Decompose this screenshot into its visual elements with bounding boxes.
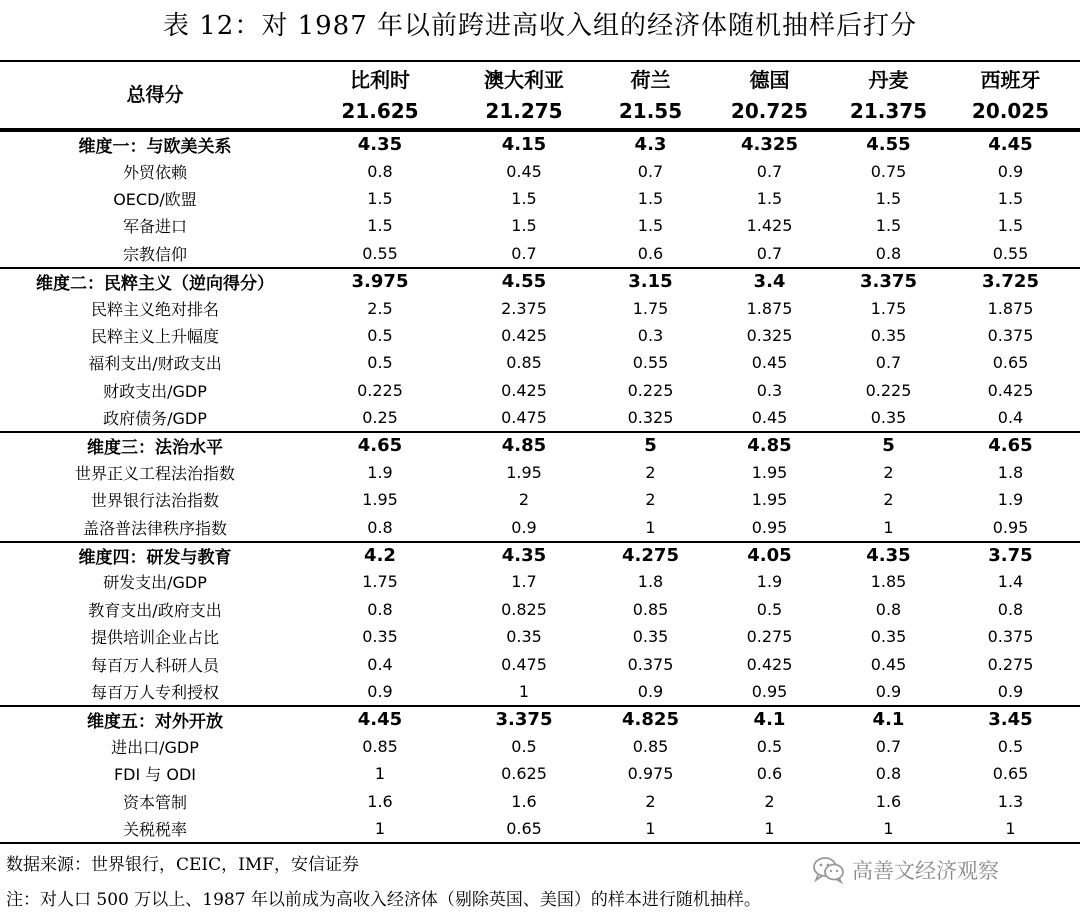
indicator-value: 1.425 [746,216,793,236]
dimension-score: 4.1 [872,709,905,731]
indicator-value: 0.35 [632,627,669,647]
total-score-label: 总得分 [126,84,184,106]
indicator-value: 0.425 [501,325,547,345]
indicator-row [0,568,1080,595]
dimension-score: 4.45 [988,134,1033,156]
indicator-label: 世界正义工程法治指数 [74,463,235,483]
table-title: 表 12：对 1987 年以前跨进高收入组的经济体随机抽样后打分 [162,11,918,41]
indicator-value: 1.6 [511,791,537,811]
indicator-value: 0.8 [367,161,393,181]
indicator-value: 0.425 [501,380,547,400]
indicator-value: 0.5 [367,353,393,373]
indicator-value: 0.85 [632,736,669,756]
dimension-row [0,267,1080,294]
dimension-score: 3.15 [628,271,673,293]
indicator-value: 1.9 [997,490,1024,510]
indicator-value: 0.45 [751,408,788,428]
indicator-value: 1.5 [875,188,902,208]
indicator-label: 盖洛普法律秩序指数 [82,518,227,538]
country-header-netherlands [598,62,703,128]
dimension-score: 4.825 [622,709,679,731]
indicator-label: 资本管制 [122,792,187,812]
table-header [0,60,1080,130]
indicator-value: 0.375 [987,627,1034,647]
indicator-label: 民粹主义上升幅度 [90,326,219,346]
dimension-score: 3.75 [988,545,1033,567]
indicator-value: 0.375 [987,325,1034,345]
indicator-value: 1.5 [511,188,537,208]
indicator-label: FDI 与 ODI [113,765,197,785]
table-body [0,130,1080,842]
indicator-value: 2 [645,490,656,510]
country-name: 西班牙 [980,68,1041,92]
indicator-value: 1.9 [756,572,783,592]
country-name: 比利时 [350,68,410,92]
dimension-score: 3.4 [753,271,786,293]
indicator-row [0,678,1080,705]
indicator-value: 1.5 [756,188,783,208]
total-score: 20.025 [971,99,1050,123]
indicator-value: 0.3 [637,325,664,345]
indicator-row [0,404,1080,431]
indicator-value: 1 [645,818,656,838]
indicator-row [0,157,1080,184]
total-score: 21.375 [849,99,928,123]
indicator-value: 2 [883,462,894,482]
indicator-value: 0.35 [870,408,907,428]
indicator-value: 0.95 [751,682,788,701]
indicator-row [0,486,1080,513]
indicator-value: 1.5 [511,216,537,236]
dimension-row [0,705,1080,732]
indicator-value: 0.65 [992,764,1029,784]
indicator-value: 2.375 [501,298,547,318]
indicator-value: 0.225 [865,380,912,400]
indicator-value: 0.55 [632,353,669,373]
dimension-title: 维度三：法治水平 [87,438,223,459]
indicator-value: 0.9 [367,682,393,701]
indicator-row [0,733,1080,760]
indicator-value: 0.35 [362,627,398,647]
indicator-label: 财政支出/GDP [103,381,207,401]
indicator-value: 0.55 [362,243,398,263]
dimension-score: 5 [882,435,895,457]
indicator-row [0,650,1080,677]
indicator-row [0,377,1080,404]
indicator-value: 0.45 [506,161,542,181]
dimension-row [0,130,1080,157]
indicator-value: 0.35 [870,325,907,345]
indicator-value: 2 [645,462,656,482]
indicator-value: 0.5 [367,325,393,345]
indicator-row [0,513,1080,540]
indicator-value: 0.85 [632,599,669,619]
dimension-row [0,431,1080,458]
dimension-row [0,541,1080,568]
indicator-value: 0.75 [870,161,907,181]
dimension-score: 4.85 [747,435,792,457]
country-name: 德国 [749,68,790,92]
country-header-denmark [836,62,941,128]
total-score: 20.725 [730,99,809,123]
indicator-label: 提供培训企业占比 [90,628,219,648]
indicator-row [0,212,1080,239]
country-header-spain [941,62,1080,128]
indicator-value: 0.7 [511,243,537,263]
data-source-note: 数据来源：世界银行，CEIC，IMF，安信证券 [6,855,360,875]
indicator-value: 2 [645,791,656,811]
indicator-row [0,322,1080,349]
indicator-value: 0.65 [506,818,542,838]
indicator-value: 0.7 [637,161,664,181]
indicator-value: 0.6 [756,764,783,784]
indicator-value: 1.75 [632,298,669,318]
indicator-value: 0.375 [627,654,674,674]
total-score: 21.55 [618,99,683,123]
indicator-value: 1 [764,818,775,838]
dimension-title: 维度五：对外开放 [87,712,223,733]
indicator-value: 0.825 [501,599,547,619]
indicator-label: 军备进口 [122,217,187,237]
dimension-score: 4.3 [634,134,667,156]
indicator-value: 1.5 [997,188,1024,208]
indicator-row [0,815,1080,842]
indicator-value: 1.95 [751,462,788,482]
indicator-row [0,294,1080,321]
indicator-value: 0.325 [627,408,674,428]
indicator-label: 研发支出/GDP [103,573,207,593]
indicator-value: 0.275 [987,654,1034,674]
indicator-value: 0.9 [875,682,902,701]
indicator-value: 0.85 [362,736,398,756]
indicator-value: 0.8 [367,517,393,537]
dimension-score: 4.35 [357,134,403,156]
indicator-value: 1.5 [367,216,393,236]
indicator-value: 1 [1005,818,1016,838]
dimension-score: 4.275 [622,545,679,567]
indicator-row [0,459,1080,486]
indicator-value: 2 [518,490,530,510]
indicator-value: 0.45 [870,654,907,674]
indicator-value: 1.75 [362,572,398,592]
indicator-value: 0.625 [501,764,547,784]
indicator-value: 1.3 [997,791,1024,811]
indicator-value: 0.975 [627,764,674,784]
total-score: 21.625 [341,99,419,123]
indicator-value: 0.7 [875,353,902,373]
indicator-value: 0.9 [511,517,537,537]
country-header-germany [703,62,836,128]
dimension-score: 3.45 [988,709,1033,731]
country-name: 丹麦 [868,68,909,92]
indicator-value: 1.5 [367,188,393,208]
dimension-title: 维度四：研发与教育 [78,548,232,569]
indicator-value: 1.5 [637,188,664,208]
indicator-value: 0.425 [746,654,793,674]
dimension-score: 4.85 [501,435,547,457]
dimension-score: 3.975 [351,271,409,293]
indicator-row [0,787,1080,814]
indicator-value: 1.95 [362,490,398,510]
indicator-value: 1.7 [511,572,537,592]
country-header-belgium [310,62,450,128]
indicator-label: 进出口/GDP [111,737,199,757]
indicator-value: 0.7 [756,243,783,263]
indicator-value: 0.8 [875,599,902,619]
indicator-value: 0.45 [751,353,788,373]
indicator-label: 每百万人科研人员 [90,655,219,675]
wechat-icon [812,856,846,884]
indicator-value: 1.8 [637,572,664,592]
indicator-value: 0.275 [746,627,793,647]
indicator-value: 0.35 [506,627,542,647]
indicator-row [0,760,1080,787]
watermark-text: 高善文经济观察 [852,859,999,883]
indicator-value: 0.475 [501,408,547,428]
indicator-value: 0.55 [992,243,1029,263]
country-header-australia [450,62,598,128]
indicator-value: 0.8 [997,599,1024,619]
indicator-value: 0.425 [987,380,1034,400]
indicator-value: 0.95 [992,517,1029,537]
watermark [812,855,999,885]
indicator-value: 0.225 [357,380,403,400]
indicator-value: 1.95 [506,462,542,482]
indicator-value: 1.4 [997,572,1024,592]
dimension-score: 4.65 [988,435,1033,457]
indicator-value: 0.65 [992,353,1029,373]
dimension-score: 3.725 [982,271,1039,293]
indicator-value: 1.8 [997,462,1024,482]
indicator-value: 0.8 [367,599,393,619]
indicator-value: 0.95 [751,517,788,537]
indicator-value: 0.85 [506,353,542,373]
indicator-value: 0.5 [511,736,537,756]
indicator-row [0,623,1080,650]
indicator-value: 0.25 [362,408,398,428]
score-table [0,60,1080,844]
dimension-score: 5 [644,435,657,457]
indicator-label: 教育支出/政府支出 [88,600,222,620]
dimension-score: 3.375 [495,709,553,731]
indicator-label: 福利支出/财政支出 [88,354,222,374]
dimension-score: 4.35 [866,545,911,567]
indicator-value: 0.9 [997,682,1024,701]
indicator-label: 民粹主义绝对排名 [90,299,219,319]
indicator-value: 2 [764,791,775,811]
indicator-value: 1 [374,818,386,838]
indicator-value: 1.875 [746,298,793,318]
indicator-row [0,349,1080,376]
dimension-score: 3.375 [860,271,917,293]
indicator-value: 1.95 [751,490,788,510]
dimension-score: 4.55 [866,134,911,156]
indicator-value: 1.5 [997,216,1024,236]
indicator-label: 关税税率 [122,819,187,839]
indicator-label: 外贸依赖 [122,162,187,182]
indicator-value: 0.325 [746,325,793,345]
indicator-value: 0.8 [875,764,902,784]
indicator-value: 1 [883,818,894,838]
indicator-value: 0.6 [637,243,664,263]
indicator-value: 0.9 [997,161,1024,181]
indicator-value: 2 [883,490,894,510]
indicator-value: 0.9 [637,682,664,701]
indicator-value: 0.5 [756,599,783,619]
indicator-value: 0.225 [627,380,674,400]
indicator-value: 1.9 [367,462,393,482]
indicator-value: 1 [883,517,894,537]
indicator-value: 0.8 [875,243,902,263]
indicator-value: 1.85 [870,572,907,592]
dimension-score: 4.65 [357,435,403,457]
indicator-value: 0.5 [756,736,783,756]
indicator-value: 1.6 [367,791,393,811]
dimension-title: 维度一：与欧美关系 [78,137,232,158]
country-name: 澳大利亚 [484,68,564,92]
dimension-score: 4.55 [501,271,547,293]
indicator-value: 1 [518,682,530,701]
indicator-value: 2.5 [367,298,393,318]
indicator-value: 0.3 [756,380,783,400]
table-bottom-rule [0,842,1080,844]
dimension-score: 4.325 [741,134,798,156]
dimension-score: 4.35 [501,545,547,567]
indicator-value: 0.5 [997,736,1024,756]
indicator-label: OECD/欧盟 [113,189,197,209]
dimension-score: 4.15 [501,134,547,156]
dimension-score: 4.45 [357,709,403,731]
indicator-value: 0.4 [997,408,1024,428]
dimension-score: 4.1 [753,709,786,731]
indicator-value: 1 [374,764,386,784]
indicator-value: 0.475 [501,654,547,674]
indicator-value: 1.6 [875,791,902,811]
indicator-value: 1.75 [870,298,907,318]
indicator-row [0,240,1080,267]
indicator-value: 1.875 [987,298,1034,318]
indicator-value: 1.5 [875,216,902,236]
indicator-value: 0.35 [870,627,907,647]
indicator-row [0,596,1080,623]
dimension-score: 4.05 [747,545,792,567]
dimension-score: 4.2 [364,545,396,567]
country-name: 荷兰 [630,68,671,92]
footnote: 注：对人口 500 万以上、1987 年以前成为高收入经济体（剔除英国、美国）的样本进行随机抽样。 [6,890,761,910]
indicator-value: 1 [645,517,656,537]
indicator-value: 0.4 [367,654,393,674]
indicator-label: 每百万人专利授权 [90,683,219,702]
indicator-label: 宗教信仰 [122,244,187,264]
dimension-title: 维度二：民粹主义（逆向得分） [36,274,274,295]
indicator-row [0,185,1080,212]
indicator-label: 世界银行法治指数 [90,491,219,511]
indicator-label: 政府债务/GDP [103,409,207,429]
indicator-value: 0.7 [875,736,902,756]
indicator-value: 0.7 [756,161,783,181]
indicator-value: 1.5 [637,216,664,236]
total-score: 21.275 [485,99,563,123]
